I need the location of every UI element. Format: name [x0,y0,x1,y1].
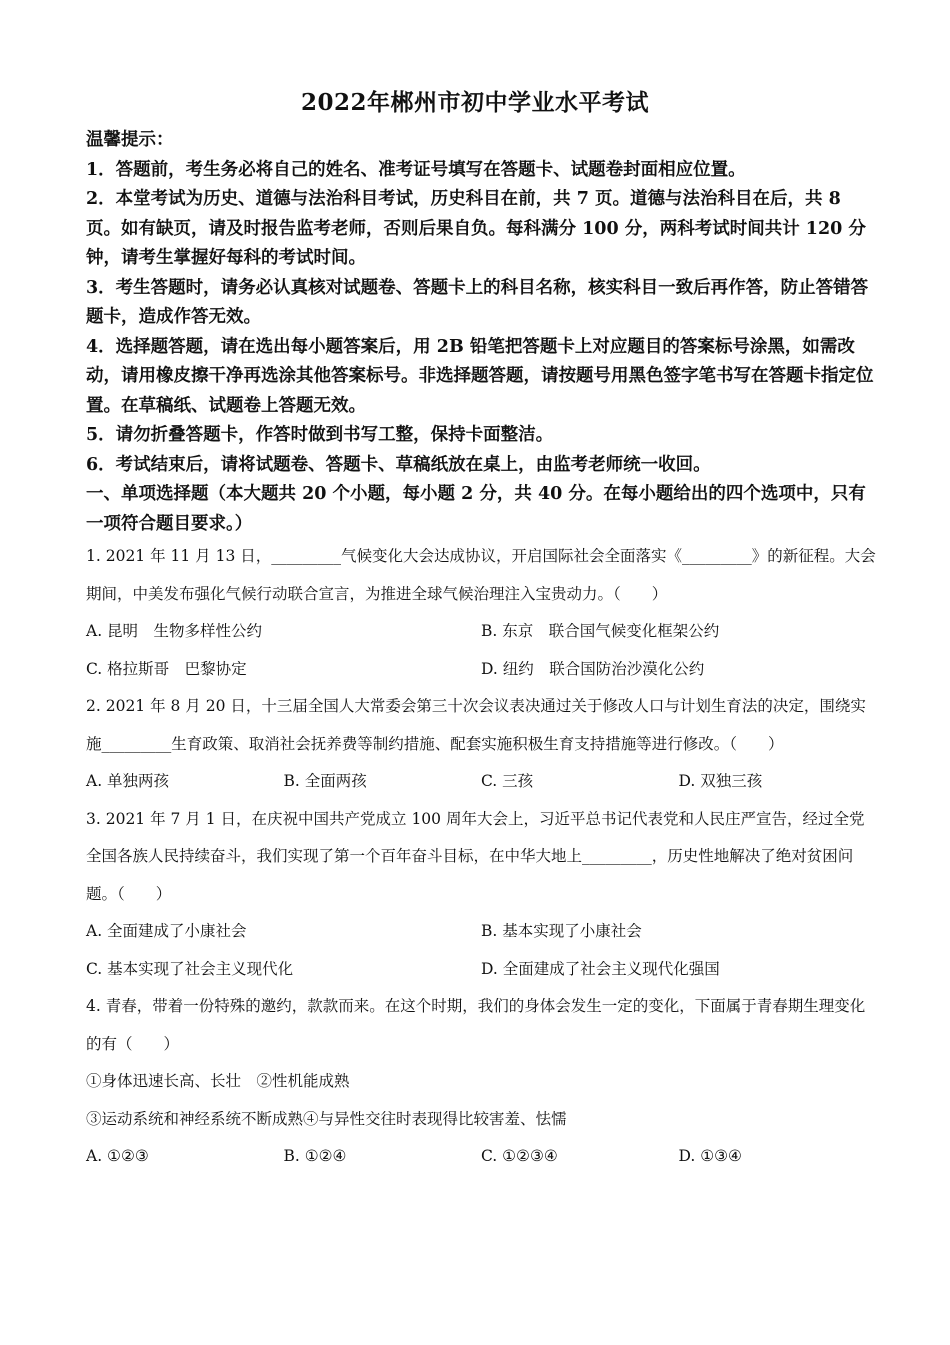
option-a: A. 昆明 生物多样性公约 [86,622,263,640]
section-heading: 一、单项选择题（本大题共 20 个小题，每小题 2 分，共 40 分。在每小题给出的四个选项中，只有一项符合题目要求。） [86,484,866,534]
notice-item: 1．答题前，考生务必将自己的姓名、准考证号填写在答题卡、试题卷封面相应位置。 [86,159,746,180]
option-c: C. 格拉斯哥 巴黎协定 [86,659,247,678]
option-a: A. 单独两孩 [86,772,170,790]
question-stem: 2. 2021 年 8 月 20 日，十三届全国人大常委会第三十次会议表决通过关于修改人口与计划生育法的决定，围绕实施_________生育政策、取消社会抚养费等制约措施、配套实施积极生育支持措施等进行修改。（ ） [86,697,866,753]
statement-line: ①身体迅速长高、长壮 ②性机能成熟 [86,1072,350,1090]
notice-heading: 温馨提示： [86,130,174,150]
question-1 [86,538,876,688]
notice-item: 5．请勿折叠答题卡，作答时做到书写工整，保持卡面整洁。 [86,425,554,445]
option-group [86,613,876,688]
option-d: D. ①③④ [678,1147,742,1165]
question-stem: 1. 2021 年 11 月 13 日，_________气候变化大会达成协议，开启国际社会全面落实《_________》的新征程。大会期间，中美发布强化气候行动联合宣言，为推进全球气候治理注入宝贵动力。（ ） [86,547,876,603]
question-list [86,538,876,1176]
question-stem: 4. 青春，带着一份特殊的邀约，款款而来。在这个时期，我们的身体会发生一定的变化，下面属于青春期生理变化的有（ ） [86,997,866,1053]
notice-item: 2．本堂考试为历史、道德与法治科目考试，历史科目在前，共 7 页。道德与法治科目在后，共 8 页。如有缺页，请及时报告监考老师，否则后果自负。每科满分 100 分，两科考试时间共计 120 分钟，请考生掌握好每科的考试时间。 [86,189,866,268]
option-group [86,913,876,988]
option-group [86,1138,876,1176]
option-d: D. 纽约 联合国防治沙漠化公约 [481,659,705,678]
option-d: D. 全面建成了社会主义现代化强国 [481,959,720,978]
notice-block [86,126,876,539]
option-b: B. ①②④ [283,1147,347,1165]
statement-line: ③运动系统和神经系统不断成熟④与异性交往时表现得比较害羞、怯懦 [86,1109,567,1128]
option-d: D. 双独三孩 [678,772,763,790]
option-c: C. 三孩 [481,772,534,790]
option-b: B. 全面两孩 [283,772,367,790]
notice-item: 4．选择题答题，请在选出每小题答案后，用 2B 铅笔把答题卡上对应题目的答案标号涂黑，如需改动，请用橡皮擦干净再选涂其他答案标号。非选择题答题，请按题号用黑色签字笔书写在答题卡指定位置。在草稿纸、试题卷上答题无效。 [86,336,874,416]
option-b: B. 东京 联合国气候变化框架公约 [481,622,720,640]
option-group [86,763,876,801]
question-2 [86,688,876,801]
question-4 [86,988,876,1176]
question-3 [86,801,876,989]
question-stem: 3. 2021 年 7 月 1 日，在庆祝中国共产党成立 100 周年大会上，习近平总书记代表党和人民庄严宣告，经过全党全国各族人民持续奋斗，我们实现了第一个百年奋斗目标，在中华大地上_________，历史性地解决了绝对贫困问题。（ ） [86,809,865,903]
option-b: B. 基本实现了小康社会 [481,922,642,940]
notice-item: 3．考生答题时，请务必认真核对试题卷、答题卡上的科目名称，核实科目一致后再作答，防止答错答题卡，造成作答无效。 [86,277,869,327]
option-a: A. 全面建成了小康社会 [86,922,247,940]
notice-item: 6．考试结束后，请将试题卷、答题卡、草稿纸放在桌上，由监考老师统一收回。 [86,454,711,475]
option-a: A. ①②③ [86,1147,149,1165]
option-c: C. ①②③④ [481,1147,558,1165]
exam-title: 2022年郴州市初中学业水平考试 [300,89,649,116]
option-c: C. 基本实现了社会主义现代化 [86,959,294,978]
